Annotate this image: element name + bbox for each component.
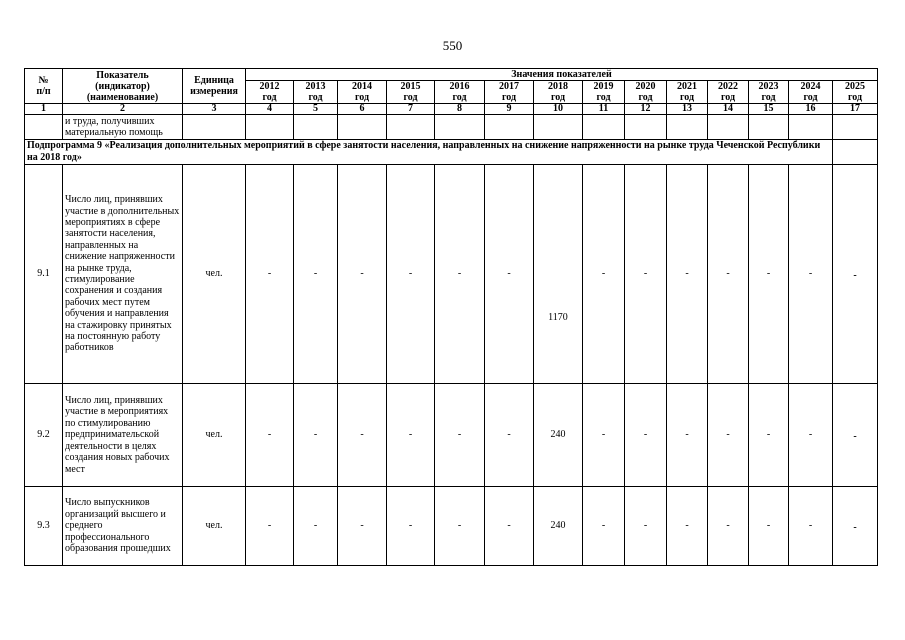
year-suffix: год — [679, 92, 695, 103]
header-year-2023 — [749, 81, 789, 104]
value-cell-2017: - — [485, 165, 534, 384]
year-label: 2016 — [449, 81, 470, 92]
header-unit: Единица измерения — [183, 69, 246, 104]
value-cell-2023: - — [749, 487, 789, 566]
year-suffix: год — [596, 92, 611, 103]
table-row — [25, 487, 878, 566]
value-cell-2025 — [833, 384, 878, 487]
column-number: 6 — [338, 104, 387, 115]
column-number: 3 — [183, 104, 246, 115]
column-number: 15 — [749, 104, 789, 115]
header-values: Значения показателей — [246, 69, 878, 81]
value-cell-2020: - — [625, 384, 667, 487]
column-number: 4 — [246, 104, 294, 115]
value-cell-2019: - — [583, 165, 625, 384]
value-cell-2012: - — [246, 384, 294, 487]
subprogram-title: Подпрограмма 9 «Реализация дополнительных мероприятий в сфере занятости населения, направленных на снижение напряженности на рынке труда Чеченской Республики на 2018 год» — [25, 140, 833, 165]
header-indicator: Показатель (индикатор) (наименование) — [63, 69, 183, 104]
year-label: 2019 — [593, 81, 614, 92]
year-suffix: год — [262, 92, 277, 103]
indicators-table — [24, 68, 878, 566]
year-label: 2018 — [548, 81, 568, 92]
year-suffix: год — [720, 92, 736, 103]
header-year-2014 — [338, 81, 387, 104]
table-row — [25, 384, 878, 487]
year-suffix: год — [761, 92, 776, 103]
value-cell-2025 — [833, 165, 878, 384]
table-row — [25, 165, 878, 384]
value-cell-2023: - — [749, 384, 789, 487]
unit: чел. — [183, 487, 246, 566]
column-number: 12 — [625, 104, 667, 115]
year-suffix: год — [803, 92, 818, 103]
column-number: 7 — [387, 104, 435, 115]
value-cell-2013: - — [294, 487, 338, 566]
year-label: 2021 — [677, 81, 697, 92]
unit: чел. — [183, 384, 246, 487]
header-year-2021 — [667, 81, 708, 104]
value-cell-2017: - — [485, 384, 534, 487]
year-label: 2024 — [800, 81, 821, 92]
unit: чел. — [183, 165, 246, 384]
year-suffix: год — [452, 92, 467, 103]
value-cell-2015: - — [387, 165, 435, 384]
year-label: 2017 — [499, 81, 519, 92]
value-text: - — [853, 522, 857, 534]
year-suffix: год — [638, 92, 653, 103]
value-text: - — [853, 270, 857, 282]
year-suffix: год — [501, 92, 517, 103]
value-cell-2023: - — [749, 165, 789, 384]
year-suffix: год — [847, 92, 863, 103]
indicator-name: Число лиц, принявших участие в дополнительных мероприятиях в сфере занятости населения, направленных на снижение напряженности на рынке труда, стимулирование сохранения и создания рабочих мест путем обучения и направления на стажировку принятых на постоянную работу работников — [63, 165, 183, 384]
value-cell-2018 — [534, 165, 583, 384]
value-cell-2013: - — [294, 165, 338, 384]
column-number: 13 — [667, 104, 708, 115]
column-number: 16 — [789, 104, 833, 115]
year-label: 2014 — [352, 81, 372, 92]
value-text: - — [853, 431, 857, 443]
year-label: 2020 — [635, 81, 656, 92]
row-number: 9.3 — [25, 487, 63, 566]
value-cell-2024: - — [789, 165, 833, 384]
header-year-2017 — [485, 81, 534, 104]
value-cell-2015: - — [387, 487, 435, 566]
year-label: 2022 — [718, 81, 738, 92]
value-cell-2016: - — [435, 384, 485, 487]
year-label: 2015 — [400, 81, 421, 92]
row-number: 9.2 — [25, 384, 63, 487]
value-cell-2020: - — [625, 165, 667, 384]
header-year-2016 — [435, 81, 485, 104]
column-numbers-row — [25, 104, 878, 115]
value-cell-2022: - — [708, 487, 749, 566]
header-year-2025 — [833, 81, 878, 104]
column-number: 8 — [435, 104, 485, 115]
value-text: 1170 — [548, 312, 568, 324]
year-suffix: год — [308, 92, 323, 103]
year-suffix: год — [403, 92, 418, 103]
value-cell-2018: 240 — [534, 384, 583, 487]
value-cell-2021: - — [667, 384, 708, 487]
column-number: 5 — [294, 104, 338, 115]
value-cell-2021: - — [667, 165, 708, 384]
value-cell-2021: - — [667, 487, 708, 566]
column-number: 14 — [708, 104, 749, 115]
value-cell-2025 — [833, 487, 878, 566]
value-cell-2014: - — [338, 384, 387, 487]
value-cell-2019: - — [583, 384, 625, 487]
header-year-2020 — [625, 81, 667, 104]
value-cell-2020: - — [625, 487, 667, 566]
value-cell-2012: - — [246, 165, 294, 384]
value-cell-2012: - — [246, 487, 294, 566]
continuation-row — [25, 115, 878, 140]
column-number: 10 — [534, 104, 583, 115]
column-number: 9 — [485, 104, 534, 115]
value-cell-2013: - — [294, 384, 338, 487]
year-label: 2012 — [259, 81, 280, 92]
page-number: 550 — [442, 38, 463, 53]
header-year-2019 — [583, 81, 625, 104]
indicator-name: Число выпускников организаций высшего и среднего профессионального образования прошедших — [63, 487, 183, 566]
year-suffix: год — [354, 92, 370, 103]
header-year-2013 — [294, 81, 338, 104]
value-cell-2024: - — [789, 487, 833, 566]
year-suffix: год — [550, 92, 566, 103]
row-number: 9.1 — [25, 165, 63, 384]
value-cell-2017: - — [485, 487, 534, 566]
subprogram-row — [25, 140, 878, 165]
header-year-2015 — [387, 81, 435, 104]
column-number: 2 — [63, 104, 183, 115]
value-cell-2014: - — [338, 165, 387, 384]
year-label: 2025 — [845, 81, 865, 92]
header-number: № п/п — [25, 69, 63, 104]
value-cell-2022: - — [708, 384, 749, 487]
value-cell-2018: 240 — [534, 487, 583, 566]
value-cell-2019: - — [583, 487, 625, 566]
year-label: 2013 — [305, 81, 326, 92]
value-cell-2014: - — [338, 487, 387, 566]
header-year-2024 — [789, 81, 833, 104]
header-year-2022 — [708, 81, 749, 104]
header-year-2012 — [246, 81, 294, 104]
year-label: 2023 — [758, 81, 779, 92]
column-number: 1 — [25, 104, 63, 115]
column-number: 11 — [583, 104, 625, 115]
value-cell-2024: - — [789, 384, 833, 487]
value-cell-2022: - — [708, 165, 749, 384]
value-cell-2016: - — [435, 165, 485, 384]
continuation-text: и труда, получивших материальную помощь — [63, 115, 183, 140]
value-cell-2016: - — [435, 487, 485, 566]
value-cell-2015: - — [387, 384, 435, 487]
header-year-2018 — [534, 81, 583, 104]
column-number: 17 — [833, 104, 878, 115]
indicator-name: Число лиц, принявших участие в мероприятиях по стимулированию предпринимательской деятельности в целях создания новых рабочих мест — [63, 384, 183, 487]
